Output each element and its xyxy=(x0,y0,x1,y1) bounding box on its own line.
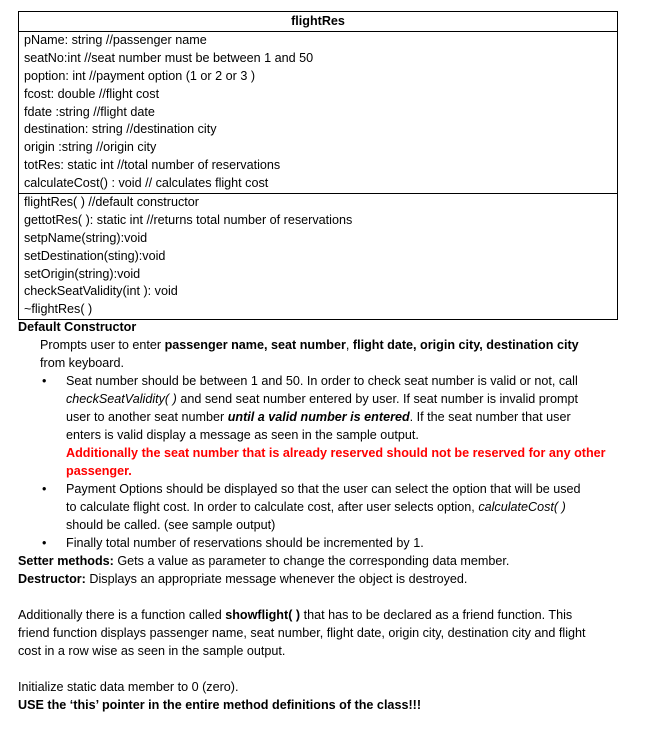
text-line: should be called. (see sample output) xyxy=(66,518,276,532)
text-span: Additionally there is a function called xyxy=(18,608,226,622)
spacer xyxy=(18,660,628,678)
uml-method: checkSeatValidity(int ): void xyxy=(24,284,178,299)
setter-methods xyxy=(18,552,628,570)
uml-method: ~flightRes( ) xyxy=(24,302,93,317)
bullet-icon: • xyxy=(42,536,47,550)
warning-text: Additionally the seat number that is already reserved should not be reserved for any other xyxy=(66,446,606,460)
bold-span: showflight( ) xyxy=(225,608,301,622)
warning-text: passenger. xyxy=(66,464,132,478)
bold-italic-span: until a valid number is entered xyxy=(227,410,410,424)
uml-method: gettotRes( ): static int //returns total number of reservations xyxy=(24,212,353,227)
text-span: Prompts user to enter xyxy=(40,338,165,352)
italic-span: calculateCost( ) xyxy=(478,500,566,514)
bold-span: Setter methods: xyxy=(18,554,114,568)
text-line: Finally total number of reservations should be incremented by 1. xyxy=(66,536,424,550)
uml-attribute: pName: string //passenger name xyxy=(24,33,207,47)
text-span: , xyxy=(345,338,353,352)
text-span: Gets a value as parameter to change the corresponding data member. xyxy=(113,554,510,568)
text-span: that has to be declared as a friend function. This xyxy=(300,608,573,622)
text-line xyxy=(66,390,628,408)
default-constructor-heading: Default Constructor xyxy=(18,320,137,334)
uml-class-name: flightRes xyxy=(19,12,617,32)
uml-attribute: fdate :string //flight date xyxy=(24,104,155,119)
uml-methods-section xyxy=(19,194,617,319)
uml-attribute: seatNo:int //seat number must be between 1 and 50 xyxy=(24,50,314,65)
uml-method: setOrigin(string):void xyxy=(24,266,141,281)
text-line xyxy=(66,498,628,516)
uml-attribute: destination: string //destination city xyxy=(24,122,217,137)
bullet-icon: • xyxy=(42,482,47,496)
bold-span: Destructor: xyxy=(18,572,86,586)
uml-attribute: totRes: static int //total number of reservations xyxy=(24,158,281,173)
uml-method: flightRes( ) //default constructor xyxy=(24,195,199,210)
use-this-note: USE the ‘this’ pointer in the entire method definitions of the class!!! xyxy=(18,698,422,712)
spacer xyxy=(18,588,628,606)
description-text xyxy=(18,318,628,714)
bold-span: passenger name, seat number xyxy=(164,338,346,352)
uml-class-diagram xyxy=(18,11,618,320)
uml-attribute: poption: int //payment option (1 or 2 or 3 ) xyxy=(24,68,256,83)
uml-attribute: fcost: double //flight cost xyxy=(24,86,160,101)
friend-function-line: friend function displays passenger name, seat number, flight date, origin city, destination city and flight xyxy=(18,626,586,640)
bullet-icon: • xyxy=(42,374,47,388)
constructor-prompt-cont: from keyboard. xyxy=(40,356,124,370)
friend-function-paragraph xyxy=(18,606,628,624)
text-span: Displays an appropriate message whenever the object is destroyed. xyxy=(85,572,468,586)
uml-method: setpName(string):void xyxy=(24,230,148,245)
text-span: to calculate flight cost. In order to calculate cost, after user selects option, xyxy=(66,500,479,514)
bullet-total-reservations xyxy=(18,534,628,552)
destructor xyxy=(18,570,628,588)
friend-function-line: cost in a row wise as seen in the sample output. xyxy=(18,644,286,658)
text-line: Seat number should be between 1 and 50. In order to check seat number is valid or not, call xyxy=(66,374,578,388)
uml-method: setDestination(sting):void xyxy=(24,248,166,263)
bullet-payment-options xyxy=(18,480,628,534)
uml-attributes-section xyxy=(19,32,617,194)
italic-span: checkSeatValidity( ) xyxy=(66,392,177,406)
text-span: . If the seat number that user xyxy=(409,410,571,424)
constructor-prompt xyxy=(18,336,628,354)
text-span: user to another seat number xyxy=(66,410,228,424)
bold-span: flight date, origin city, destination city xyxy=(352,338,579,352)
text-line: Payment Options should be displayed so that the user can select the option that will be used xyxy=(66,482,581,496)
uml-attribute: calculateCost() : void // calculates flight cost xyxy=(24,176,269,191)
text-span: and send seat number entered by user. If seat number is invalid prompt xyxy=(176,392,578,406)
bullet-seat-number xyxy=(18,372,628,480)
text-line: enters is valid display a message as seen in the sample output. xyxy=(66,428,419,442)
uml-attribute: origin :string //origin city xyxy=(24,140,157,155)
text-line xyxy=(66,408,628,426)
init-static-note: Initialize static data member to 0 (zero). xyxy=(18,680,239,694)
